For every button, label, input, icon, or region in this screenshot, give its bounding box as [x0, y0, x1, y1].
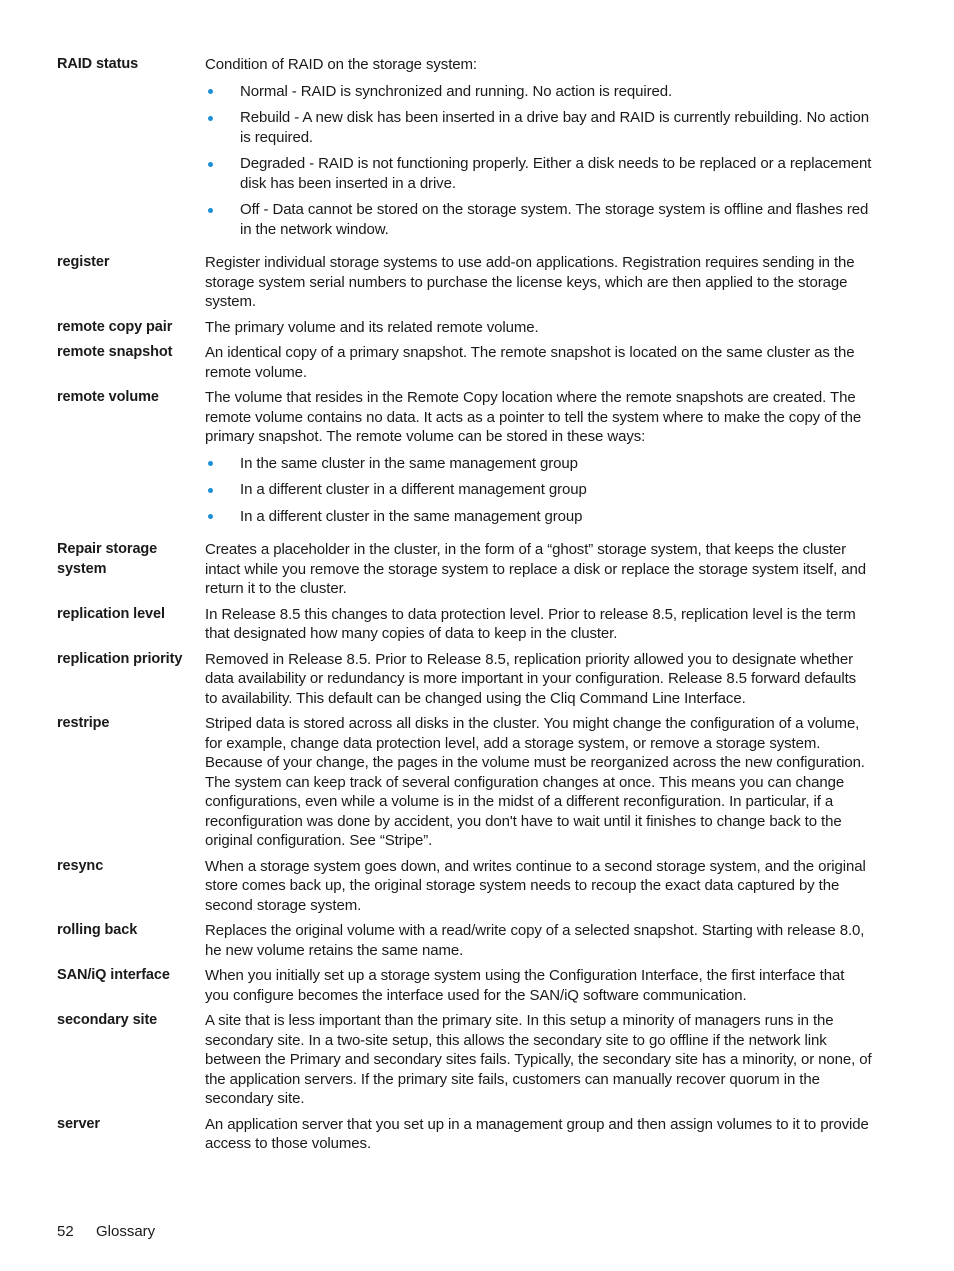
glossary-definition [205, 857, 872, 916]
definition-text: A site that is less important than the primary site. In this setup a minority of managers runs in the secondary site. In a two-site setup, this allows the secondary site to go offline if the network link between the Primary and secondary sites fails. Typically, the secondary site has a minority, or none, of the application servers. If the primary site fails, customers can manually recover quorum in the secondary site. [205, 1012, 872, 1107]
bullet-text: In a different cluster in the same management group [240, 507, 583, 525]
glossary-definition [205, 55, 872, 246]
glossary-term: SAN/iQ interface [57, 967, 170, 983]
definition-text: An identical copy of a primary snapshot. The remote snapshot is located on the same cluster as the remote volume. [205, 344, 855, 381]
glossary-definition [205, 1011, 872, 1109]
footer-section-title: Glossary [96, 1223, 156, 1240]
glossary-term: rolling back [57, 922, 138, 938]
bullet-item [205, 154, 872, 193]
glossary-term: Repair storage system [57, 541, 158, 577]
definition-text: Removed in Release 8.5. Prior to Release 8.5, replication priority allowed you to designate whether data availability or redundancy is more important in your configuration. Release 8.5 forward defaults to availability. This default can be changed using the Cliq Command Line Interface. [205, 650, 857, 707]
glossary-definition [205, 605, 872, 644]
glossary-entry [57, 55, 872, 246]
glossary-definition [205, 966, 872, 1005]
glossary-list [57, 55, 872, 1160]
bullet-text: In a different cluster in a different management group [240, 481, 587, 498]
glossary-definition [205, 253, 872, 312]
glossary-definition [205, 1115, 872, 1154]
bullet-icon [208, 488, 213, 493]
glossary-term: register [57, 254, 110, 270]
glossary-definition [205, 388, 872, 533]
glossary-entry [57, 318, 872, 338]
bullet-item [205, 507, 872, 527]
glossary-entry [57, 921, 872, 960]
definition-text: Replaces the original volume with a read/write copy of a selected snapshot. Starting with release 8.0, he new volume retains the same name. [205, 922, 865, 959]
bullet-text: Normal - RAID is synchronized and running. No action is required. [240, 82, 673, 100]
glossary-definition [205, 650, 872, 709]
glossary-term: restripe [57, 715, 110, 731]
definition-text: When you initially set up a storage system using the Configuration Interface, the first interface that you configure becomes the interface used for the SAN/iQ software communication. [205, 967, 845, 1004]
bullet-icon [208, 208, 213, 213]
bullet-item [205, 82, 872, 102]
glossary-definition [205, 714, 872, 851]
bullet-icon [208, 514, 213, 519]
bullet-list [205, 454, 872, 527]
glossary-term: remote snapshot [57, 344, 173, 360]
bullet-item [205, 200, 872, 239]
definition-text: Creates a placeholder in the cluster, in the form of a “ghost” storage system, that keeps the cluster intact while you remove the storage system to replace a disk or replace the storage system itself, and return it to the cluster. [205, 541, 866, 597]
bullet-item [205, 480, 872, 500]
glossary-entry [57, 605, 872, 644]
glossary-term: server [57, 1115, 100, 1132]
bullet-icon [208, 162, 213, 167]
definition-text: Striped data is stored across all disks in the cluster. You might change the configuration of a volume, for example, change data protection level, add a storage system, or remove a storage system. Because of your change, the pages in the volume must be reorganized across the new configuration. The system can keep track of several configuration changes at once. This means you can change configurations, even while a volume is in the midst of a different reconfiguration. In particular, if a reconfiguration was done by accident, you don't have to wait until it finishes to change back to the original configuration. See “Stripe”. [205, 715, 865, 849]
glossary-entry [57, 1011, 872, 1109]
definition-text: An application server that you set up in a management group and then assign volumes to it to provide access to those volumes. [205, 1115, 869, 1152]
glossary-definition [205, 318, 872, 338]
definition-text: Register individual storage systems to use add-on applications. Registration requires sending in the storage system serial numbers to purchase the license keys, which are then applied to the storage system. [205, 254, 855, 310]
page-footer [57, 1222, 155, 1241]
glossary-term: replication level [57, 605, 165, 622]
bullet-item [205, 108, 872, 147]
bullet-text: Rebuild - A new disk has been inserted in a drive bay and RAID is currently rebuilding. No action is required. [240, 109, 869, 146]
glossary-definition [205, 343, 872, 382]
glossary-entry [57, 650, 872, 709]
bullet-icon [208, 89, 213, 94]
glossary-term: RAID status [57, 56, 139, 72]
glossary-term: replication priority [57, 650, 183, 667]
glossary-entry [57, 857, 872, 916]
glossary-definition [205, 540, 872, 599]
glossary-entry [57, 343, 872, 382]
bullet-icon [208, 116, 213, 121]
glossary-term: secondary site [57, 1012, 158, 1028]
definition-text: When a storage system goes down, and writes continue to a second storage system, and the original store comes back up, the original storage system needs to recoup the exact data captured by the second storage system. [205, 857, 866, 914]
bullet-list [205, 82, 872, 240]
definition-text: The primary volume and its related remote volume. [205, 318, 539, 336]
bullet-icon [208, 461, 213, 466]
glossary-entry [57, 388, 872, 533]
glossary-entry [57, 966, 872, 1005]
definition-text: The volume that resides in the Remote Copy location where the remote snapshots are created. The remote volume contains no data. It acts as a pointer to tell the system where to make the copy of the primary snapshot. The remote volume can be stored in these ways: [205, 389, 862, 445]
definition-text: Condition of RAID on the storage system: [205, 56, 477, 73]
page-number: 52 [57, 1223, 74, 1240]
bullet-text: Off - Data cannot be stored on the storage system. The storage system is offline and flashes red in the network window. [240, 201, 869, 238]
glossary-entry [57, 253, 872, 312]
glossary-entry [57, 540, 872, 599]
bullet-item [205, 454, 872, 474]
glossary-entry [57, 714, 872, 851]
glossary-term: resync [57, 857, 104, 874]
glossary-definition [205, 921, 872, 960]
glossary-term: remote copy pair [57, 318, 173, 335]
bullet-text: In the same cluster in the same management group [240, 454, 578, 472]
glossary-term: remote volume [57, 389, 159, 405]
glossary-entry [57, 1115, 872, 1154]
definition-text: In Release 8.5 this changes to data protection level. Prior to release 8.5, replication level is the term that designated how many copies of data to keep in the cluster. [205, 605, 856, 642]
bullet-text: Degraded - RAID is not functioning properly. Either a disk needs to be replaced or a replacement disk has been inserted in a drive. [240, 155, 872, 192]
